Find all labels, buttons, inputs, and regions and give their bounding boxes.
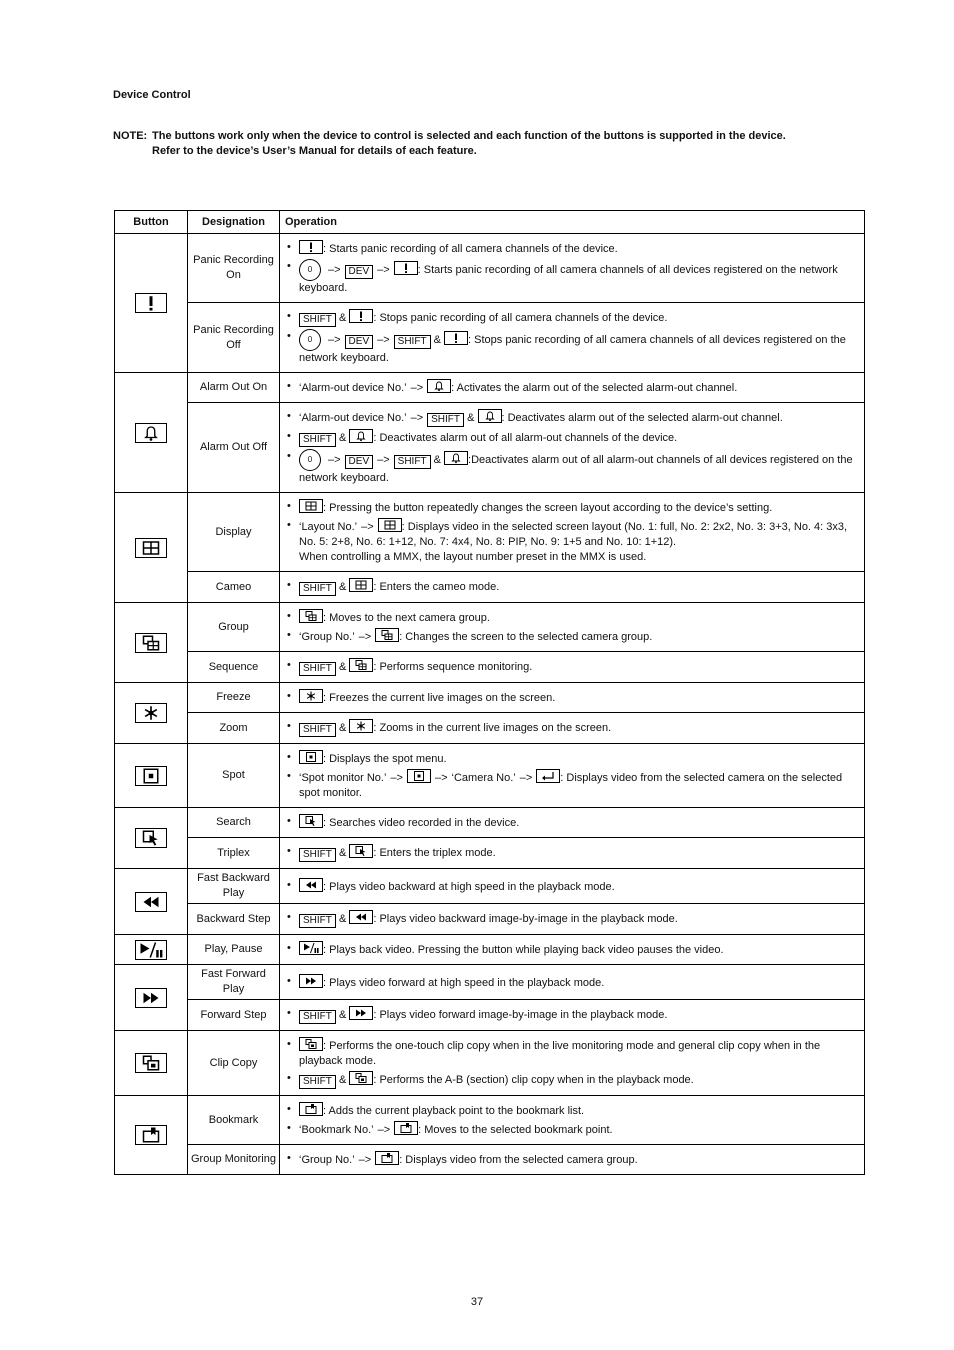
dev-key: DEV — [345, 335, 374, 349]
table-row — [115, 683, 865, 713]
camera-group-icon — [375, 628, 399, 642]
operation-spot: • : Displays the spot menu. • ‘Spot monitor No.’ –> –> ‘Camera No.’ –> : Displays video from the selected camera on the selected spot monitor. — [280, 744, 865, 808]
table-row — [115, 869, 865, 904]
header-designation: Designation — [188, 211, 280, 234]
page-number: 37 — [470, 1296, 484, 1308]
note-line-1: The buttons work only when the device to control is selected and each function of the buttons is supported in the device. — [152, 130, 786, 142]
table-header-row — [115, 211, 865, 234]
grid-icon[interactable] — [135, 538, 167, 558]
bell-icon — [478, 409, 502, 423]
bookmark-icon — [299, 1102, 323, 1116]
zero-key-icon: 0 — [299, 259, 321, 281]
designation-bookmark: Bookmark — [188, 1096, 280, 1145]
designation-alarm-off: Alarm Out Off — [188, 403, 280, 493]
fast-backward-button-cell — [115, 869, 188, 935]
zero-key-icon: 0 — [299, 329, 321, 351]
table-row — [115, 603, 865, 652]
operation-group-monitoring: • ‘Group No.’ –> : Displays video from the selected camera group. — [280, 1145, 865, 1175]
table-row — [115, 1031, 865, 1096]
header-operation: Operation — [280, 211, 865, 234]
grid-icon — [299, 499, 323, 513]
table-row — [115, 713, 865, 744]
operation-cameo: • SHIFT & : Enters the cameo mode. — [280, 572, 865, 603]
play-pause-icon — [299, 941, 323, 955]
fast-forward-icon — [349, 1006, 373, 1020]
designation-play-pause: Play, Pause — [188, 935, 280, 965]
bell-icon[interactable] — [135, 423, 167, 443]
operation-display: • : Pressing the button repeatedly changes the screen layout according to the device’s setting. • ‘Layout No.’ –> : Displays video in the selected screen layout (No. 1: full, No. 2: 2x2, No. 3: 3+3, No. 4: 3x3, No. 5: 2+8, No. 6: 1+12, No. 7: 4x4, No. 8: PIP, No. 9: 1+5 and No. 10: 1+12). When controlling a MMX, the layout number preset in the MMX is used. — [280, 493, 865, 572]
clip-copy-icon — [299, 1037, 323, 1051]
designation-alarm-on: Alarm Out On — [188, 373, 280, 403]
enter-icon — [536, 769, 560, 783]
shift-key: SHIFT — [299, 582, 336, 596]
search-icon — [299, 814, 323, 828]
play-pause-button-cell — [115, 935, 188, 965]
display-button-cell — [115, 493, 188, 603]
designation-group-monitoring: Group Monitoring — [188, 1145, 280, 1175]
operation-alarm-off: • ‘Alarm-out device No.’ –> SHIFT & : Deactivates alarm out of the selected alarm-out channel. • SHIFT & : Deactivates alarm out of all alarm-out channels of the device. • 0 –> DEV –> SHIFT & :Deactivates alarm out of all alarm-out channels of all devices registered on the network keyboard. — [280, 403, 865, 493]
operation-clip-copy: • : Performs the one-touch clip copy when in the live monitoring mode and general clip copy when in the playback mode. • SHIFT & : Performs the A-B (section) clip copy when in the playback mode. — [280, 1031, 865, 1096]
dev-key: DEV — [345, 265, 374, 279]
operation-alarm-on: • ‘Alarm-out device No.’ –> : Activates the alarm out of the selected alarm-out channel. — [280, 373, 865, 403]
designation-forward-step: Forward Step — [188, 1000, 280, 1031]
shift-key: SHIFT — [299, 1075, 336, 1089]
operation-fast-backward: • : Plays video backward at high speed in the playback mode. — [280, 869, 865, 904]
exclamation-icon — [299, 240, 323, 254]
alarm-button-cell — [115, 373, 188, 493]
grid-icon — [378, 518, 402, 532]
shift-key: SHIFT — [299, 914, 336, 928]
designation-cameo: Cameo — [188, 572, 280, 603]
note-line-2: Refer to the device’s User’s Manual for details of each feature. — [152, 145, 477, 157]
operation-triplex: • SHIFT & : Enters the triplex mode. — [280, 838, 865, 869]
bell-icon — [427, 379, 451, 393]
bookmark-icon[interactable] — [135, 1125, 167, 1145]
play-pause-icon[interactable] — [135, 940, 167, 960]
table-row — [115, 1145, 865, 1175]
operation-panic-on: • : Starts panic recording of all camera channels of the device. • 0 –> DEV –> : Starts panic recording of all camera channels of all devices registered on the network keyboard. — [280, 234, 865, 303]
designation-group: Group — [188, 603, 280, 652]
table-row — [115, 373, 865, 403]
designation-freeze: Freeze — [188, 683, 280, 713]
camera-group-icon[interactable] — [135, 633, 167, 653]
table-row — [115, 838, 865, 869]
bookmark-button-cell — [115, 1096, 188, 1175]
table-row — [115, 652, 865, 683]
fast-backward-icon[interactable] — [135, 892, 167, 912]
shift-key: SHIFT — [299, 1010, 336, 1024]
exclamation-icon — [394, 261, 418, 275]
designation-zoom: Zoom — [188, 713, 280, 744]
shift-key: SHIFT — [299, 662, 336, 676]
shift-key: SHIFT — [299, 848, 336, 862]
designation-triplex: Triplex — [188, 838, 280, 869]
table-row — [115, 403, 865, 493]
freeze-button-cell — [115, 683, 188, 744]
table-row — [115, 744, 865, 808]
fast-forward-icon — [299, 974, 323, 988]
designation-panic-off: Panic Recording Off — [188, 303, 280, 373]
fast-forward-button-cell — [115, 965, 188, 1031]
fast-forward-icon[interactable] — [135, 988, 167, 1008]
designation-search: Search — [188, 808, 280, 838]
designation-sequence: Sequence — [188, 652, 280, 683]
designation-clip-copy: Clip Copy — [188, 1031, 280, 1096]
table-row — [115, 935, 865, 965]
bell-icon — [349, 429, 373, 443]
designation-spot: Spot — [188, 744, 280, 808]
table-row — [115, 303, 865, 373]
operation-group: • : Moves to the next camera group. • ‘Group No.’ –> : Changes the screen to the selected camera group. — [280, 603, 865, 652]
designation-backward-step: Backward Step — [188, 904, 280, 935]
search-icon[interactable] — [135, 828, 167, 848]
spot-monitor-icon — [407, 769, 431, 783]
note — [113, 129, 786, 159]
group-button-cell — [115, 603, 188, 683]
shift-key: SHIFT — [299, 433, 336, 447]
bell-icon — [444, 451, 468, 465]
table-row — [115, 965, 865, 1000]
exclamation-icon — [444, 331, 468, 345]
operation-forward-step: • SHIFT & : Plays video forward image-by-image in the playback mode. — [280, 1000, 865, 1031]
shift-key: SHIFT — [299, 313, 336, 327]
operation-play-pause: • : Plays back video. Pressing the button while playing back video pauses the video. — [280, 935, 865, 965]
clip-copy-icon — [349, 1071, 373, 1085]
snowflake-icon[interactable] — [135, 703, 167, 723]
spot-monitor-icon — [299, 750, 323, 764]
grid-icon — [349, 578, 373, 592]
clip-copy-icon[interactable] — [135, 1053, 167, 1073]
snowflake-icon — [349, 719, 373, 733]
table-row — [115, 234, 865, 303]
shift-key: SHIFT — [427, 413, 464, 427]
operation-fast-forward: • : Plays video forward at high speed in the playback mode. — [280, 965, 865, 1000]
fast-backward-icon — [299, 878, 323, 892]
spot-monitor-icon[interactable] — [135, 766, 167, 786]
clip-copy-button-cell — [115, 1031, 188, 1096]
snowflake-icon — [299, 689, 323, 703]
search-icon — [349, 844, 373, 858]
shift-key: SHIFT — [299, 723, 336, 737]
table-row — [115, 808, 865, 838]
shift-key: SHIFT — [394, 455, 431, 469]
shift-key: SHIFT — [394, 335, 431, 349]
designation-panic-on: Panic Recording On — [188, 234, 280, 303]
zero-key-icon: 0 — [299, 449, 321, 471]
operation-sequence: • SHIFT & : Performs sequence monitoring. — [280, 652, 865, 683]
bookmark-icon — [394, 1121, 418, 1135]
operation-freeze: • : Freezes the current live images on the screen. — [280, 683, 865, 713]
operation-zoom: • SHIFT & : Zooms in the current live images on the screen. — [280, 713, 865, 744]
panic-button-cell — [115, 234, 188, 373]
exclamation-icon — [349, 309, 373, 323]
table-row — [115, 493, 865, 572]
operation-panic-off: • SHIFT & : Stops panic recording of all camera channels of the device. • 0 –> DEV –> SHIFT & : Stops panic recording of all camera channels of all devices registered on the network keyboard. — [280, 303, 865, 373]
note-label: NOTE: — [113, 130, 148, 142]
fast-backward-icon — [349, 910, 373, 924]
operation-search: • : Searches video recorded in the device. — [280, 808, 865, 838]
camera-group-icon — [349, 658, 373, 672]
table-row — [115, 1000, 865, 1031]
bookmark-icon — [375, 1151, 399, 1165]
camera-group-icon — [299, 609, 323, 623]
dev-key: DEV — [345, 455, 374, 469]
device-control-table — [114, 210, 865, 1175]
exclamation-icon[interactable] — [135, 293, 167, 313]
section-title: Device Control — [113, 89, 191, 101]
table-row — [115, 1096, 865, 1145]
search-button-cell — [115, 808, 188, 869]
table-row — [115, 904, 865, 935]
designation-fast-backward: Fast Backward Play — [188, 869, 280, 904]
designation-display: Display — [188, 493, 280, 572]
table-row — [115, 572, 865, 603]
designation-fast-forward: Fast Forward Play — [188, 965, 280, 1000]
operation-bookmark: • : Adds the current playback point to the bookmark list. • ‘Bookmark No.’ –> : Moves to the selected bookmark point. — [280, 1096, 865, 1145]
spot-button-cell — [115, 744, 188, 808]
operation-backward-step: • SHIFT & : Plays video backward image-by-image in the playback mode. — [280, 904, 865, 935]
header-button: Button — [115, 211, 188, 234]
